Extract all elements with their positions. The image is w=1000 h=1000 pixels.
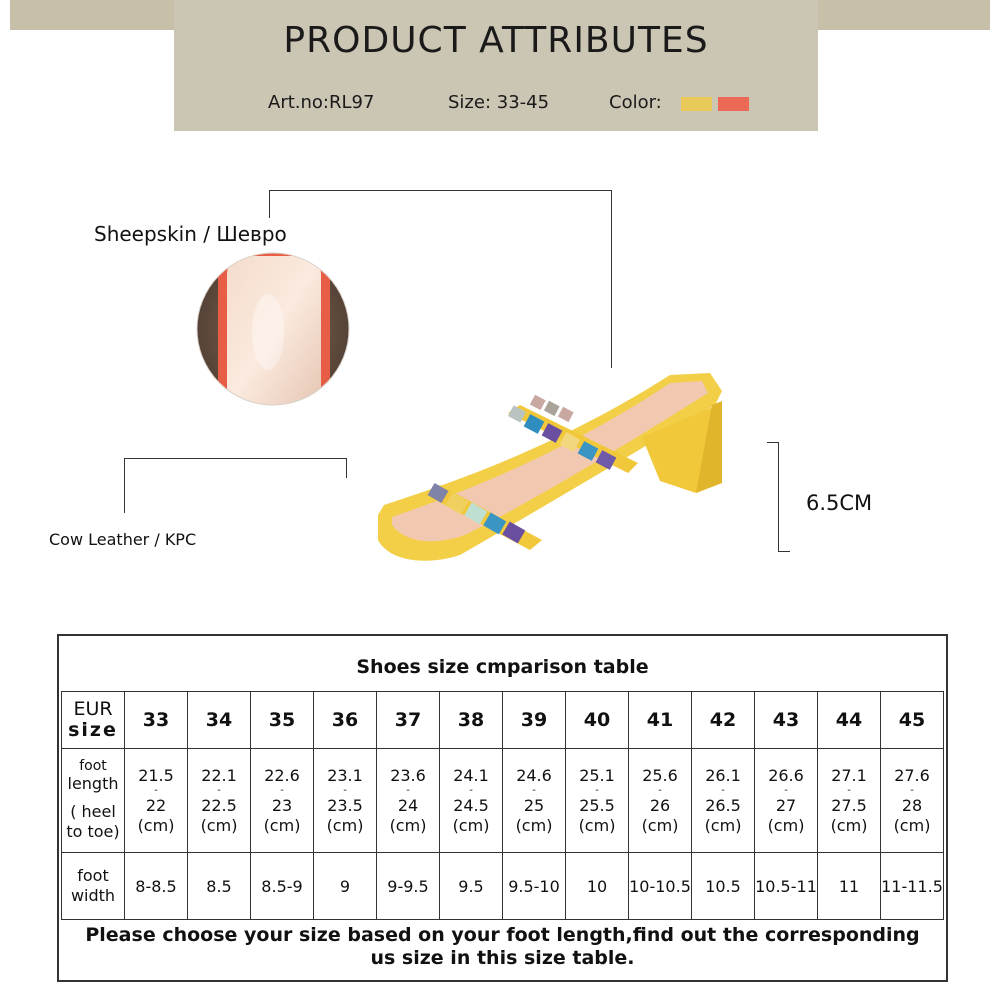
len-max: 23.5 [327, 795, 363, 815]
eur-size-cell: 43 [755, 692, 818, 749]
foot-length-cell [566, 749, 629, 853]
len-max: 27.5 [831, 795, 867, 815]
len-min: 23.6 [390, 765, 426, 785]
len-sep: - [217, 784, 221, 796]
len-max: 24 [397, 795, 419, 815]
foot-width-cell: 10.5-11 [755, 853, 818, 920]
upper-material-label: Cow Leather / KPC [49, 530, 197, 549]
foot-length-cell [188, 749, 251, 853]
foot-length-cell [818, 749, 881, 853]
len-min: 25.1 [579, 765, 615, 785]
len-unit: (cm) [389, 815, 427, 835]
color-label: Color: [609, 92, 662, 113]
color-swatch-coral [718, 97, 749, 111]
len-sep: - [343, 784, 347, 796]
lining-callout-line-left [269, 190, 270, 218]
foot-width-cell: 10 [566, 853, 629, 920]
size-comparison-table [57, 634, 948, 982]
upper-callout-line-h [124, 458, 347, 459]
foot-width-cell: 9 [314, 853, 377, 920]
len-max: 26.5 [705, 795, 741, 815]
note-line: Please choose your size based on your foot length,find out the corresponding [85, 924, 920, 946]
len-max: 25 [523, 795, 545, 815]
eur-size-cell: 37 [377, 692, 440, 749]
eur-size-cell: 44 [818, 692, 881, 749]
len-max: 24.5 [453, 795, 489, 815]
len-unit: (cm) [641, 815, 679, 835]
len-sep: - [847, 784, 851, 796]
foot-length-cell [755, 749, 818, 853]
len-unit: (cm) [326, 815, 364, 835]
heel-height-label: 6.5CM [806, 491, 873, 515]
foot-length-cell [251, 749, 314, 853]
len-max: 27 [775, 795, 797, 815]
product-attributes-header [174, 0, 818, 131]
foot-length-cell [440, 749, 503, 853]
len-sep: - [595, 784, 599, 796]
eur-size-cell: 33 [125, 692, 188, 749]
foot-length-label [62, 749, 125, 853]
foot-length-cell [125, 749, 188, 853]
foot-length-cell [503, 749, 566, 853]
lining-material-label: Sheepskin / Шевро [94, 222, 287, 246]
heel-marker-vertical [778, 442, 779, 552]
len-min: 24.6 [516, 765, 552, 785]
eur-size-label [62, 692, 125, 749]
len-max: 23 [271, 795, 293, 815]
heel-marker-bottom [778, 551, 790, 552]
foot-width-cell: 8.5-9 [251, 853, 314, 920]
label-line: foot [77, 866, 109, 885]
len-max: 28 [901, 795, 923, 815]
foot-width-cell: 10-10.5 [629, 853, 692, 920]
label-line: to toe) [66, 822, 120, 841]
foot-length-cell [314, 749, 377, 853]
label-line: ( heel [70, 802, 116, 821]
header-right-bar [818, 0, 990, 30]
len-min: 27.1 [831, 765, 867, 785]
foot-length-row [62, 749, 944, 853]
lining-detail-image [196, 252, 350, 406]
len-unit: (cm) [830, 815, 868, 835]
foot-width-cell: 11 [818, 853, 881, 920]
upper-callout-line-left [124, 458, 125, 513]
len-unit: (cm) [893, 815, 931, 835]
eur-label-line: EUR [73, 698, 113, 720]
len-max: 25.5 [579, 795, 615, 815]
foot-width-cell: 8.5 [188, 853, 251, 920]
len-sep: - [280, 784, 284, 796]
foot-length-cell [881, 749, 944, 853]
note-line: us size in this size table. [370, 947, 635, 969]
lining-callout-line-h [269, 190, 612, 191]
len-unit: (cm) [452, 815, 490, 835]
foot-width-label [62, 853, 125, 920]
eur-size-cell: 38 [440, 692, 503, 749]
foot-width-cell: 9.5 [440, 853, 503, 920]
len-max: 22 [145, 795, 167, 815]
foot-length-cell [629, 749, 692, 853]
foot-width-cell: 8-8.5 [125, 853, 188, 920]
table-title: Shoes size cmparison table [356, 656, 649, 678]
page-title: PRODUCT ATTRIBUTES [283, 20, 709, 61]
len-unit: (cm) [767, 815, 805, 835]
eur-size-row [62, 692, 944, 749]
foot-length-cell [377, 749, 440, 853]
lining-callout-line-right [611, 190, 612, 368]
len-sep: - [406, 784, 410, 796]
len-unit: (cm) [704, 815, 742, 835]
eur-size-cell: 36 [314, 692, 377, 749]
eur-size-cell: 34 [188, 692, 251, 749]
eur-size-cell: 42 [692, 692, 755, 749]
len-unit: (cm) [137, 815, 175, 835]
len-unit: (cm) [200, 815, 238, 835]
len-min: 26.1 [705, 765, 741, 785]
eur-size-cell: 40 [566, 692, 629, 749]
size-range: Size: 33-45 [448, 92, 550, 113]
foot-width-cell: 11-11.5 [881, 853, 944, 920]
len-sep: - [721, 784, 725, 796]
len-min: 26.6 [768, 765, 804, 785]
size-label-line: size [68, 719, 118, 741]
len-min: 27.6 [894, 765, 930, 785]
eur-size-cell: 39 [503, 692, 566, 749]
color-swatch-yellow [681, 97, 712, 111]
len-sep: - [784, 784, 788, 796]
sandal-product-image [370, 365, 730, 570]
foot-width-cell: 10.5 [692, 853, 755, 920]
len-min: 24.1 [453, 765, 489, 785]
len-sep: - [469, 784, 473, 796]
len-min: 22.1 [201, 765, 237, 785]
len-sep: - [658, 784, 662, 796]
len-max: 26 [649, 795, 671, 815]
size-guide-note [59, 924, 946, 970]
len-sep: - [154, 784, 158, 796]
label-line: foot [79, 758, 107, 774]
foot-width-cell: 9-9.5 [377, 853, 440, 920]
size-grid [61, 691, 944, 920]
len-min: 25.6 [642, 765, 678, 785]
upper-callout-line-right [346, 458, 347, 478]
len-min: 22.6 [264, 765, 300, 785]
foot-width-row [62, 853, 944, 920]
len-max: 22.5 [201, 795, 237, 815]
foot-width-cell: 9.5-10 [503, 853, 566, 920]
header-left-bar [10, 0, 174, 30]
eur-size-cell: 35 [251, 692, 314, 749]
label-line: width [70, 886, 116, 905]
len-unit: (cm) [263, 815, 301, 835]
eur-size-cell: 41 [629, 692, 692, 749]
len-min: 21.5 [138, 765, 174, 785]
len-sep: - [910, 784, 914, 796]
eur-size-cell: 45 [881, 692, 944, 749]
len-sep: - [532, 784, 536, 796]
foot-length-cell [692, 749, 755, 853]
label-line: length [67, 774, 119, 793]
article-number: Art.no:RL97 [268, 92, 375, 113]
len-min: 23.1 [327, 765, 363, 785]
len-unit: (cm) [515, 815, 553, 835]
len-unit: (cm) [578, 815, 616, 835]
